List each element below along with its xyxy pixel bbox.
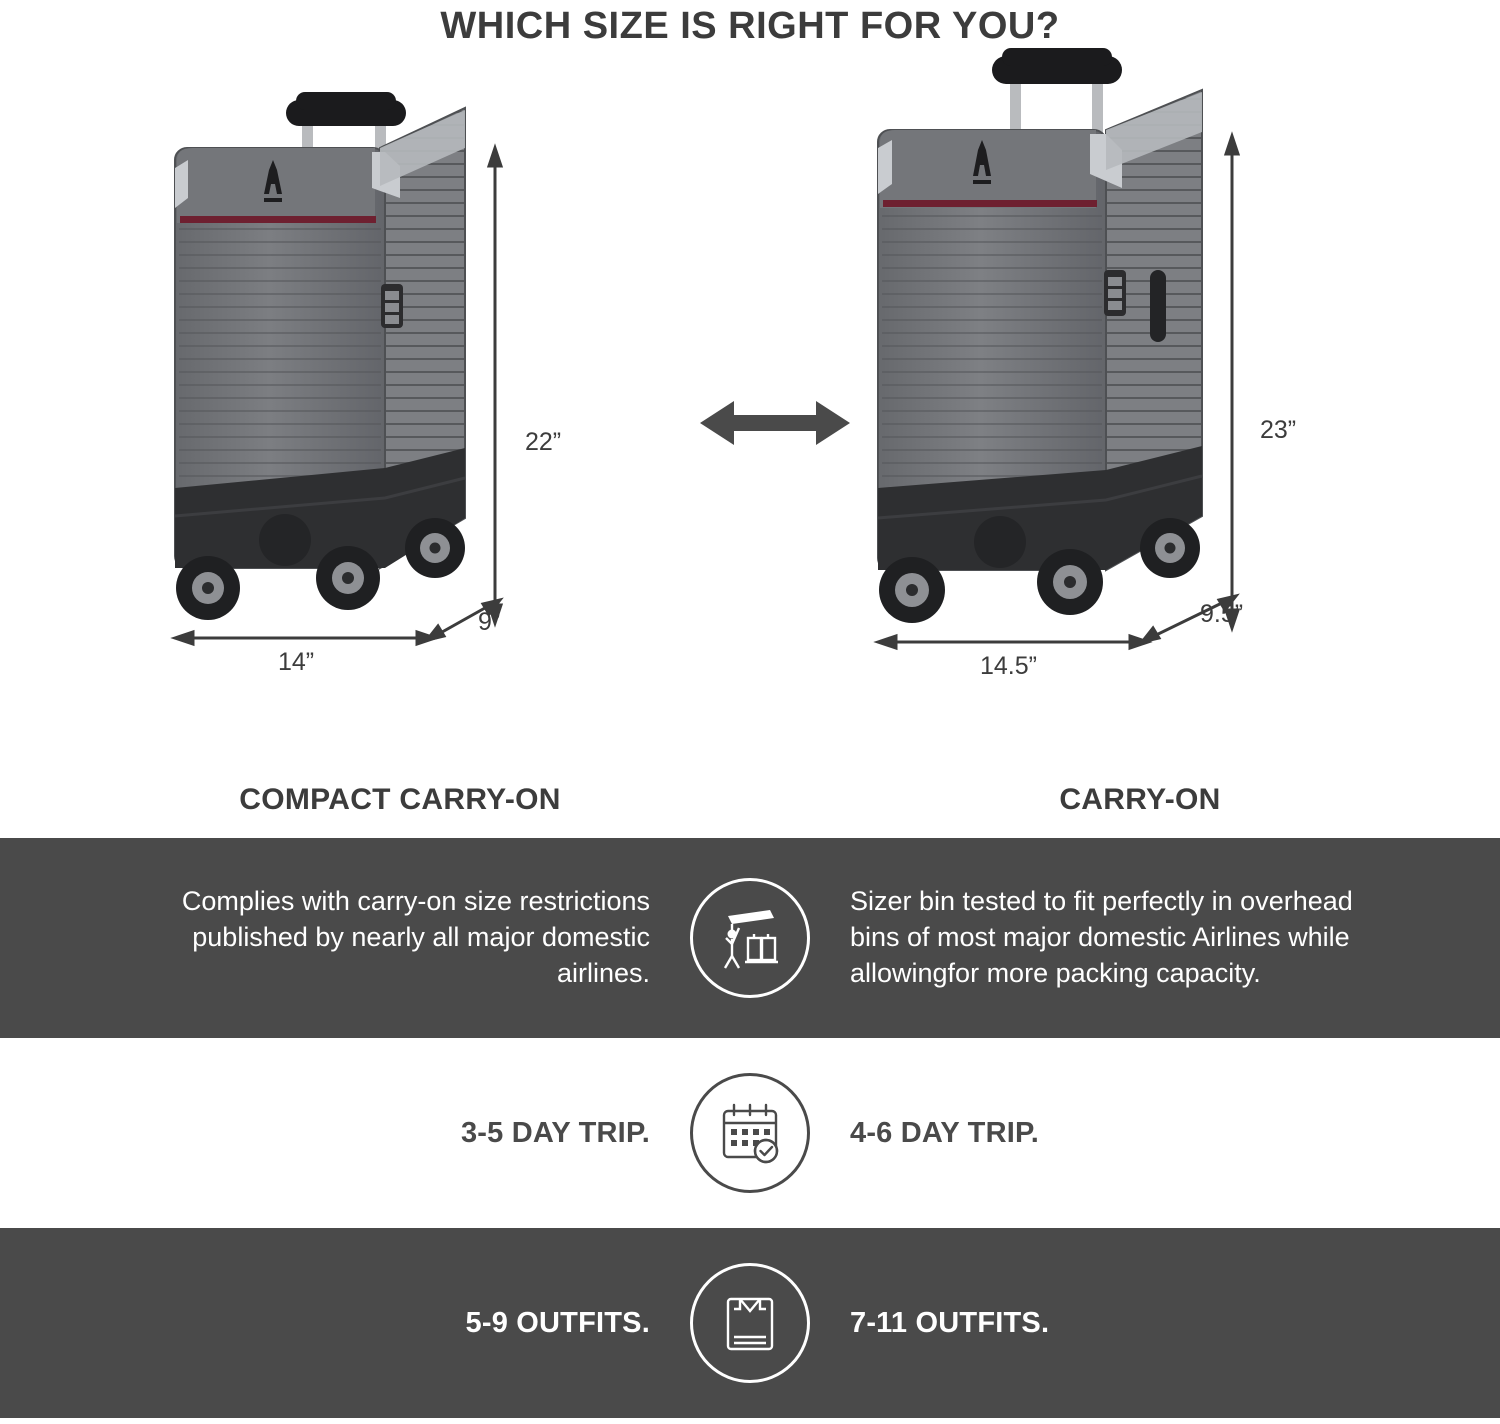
page-title: WHICH SIZE IS RIGHT FOR YOU? [440, 5, 1060, 47]
comparison-section [0, 48, 1500, 838]
band1-right-text: Sizer bin tested to fit perfectly in overhead bins of most major domestic Airlines while allowingfor more packing capacity. [850, 886, 1353, 988]
feature-band-airline-compliance [0, 838, 1500, 1038]
dimension-width-carryon: 14.5” [980, 651, 1037, 680]
feature-band-outfits [0, 1228, 1500, 1418]
folded-shirt-icon [690, 1263, 810, 1383]
dimension-depth-compact: 9” [478, 607, 501, 636]
band1-left-text: Complies with carry-on size restrictions published by nearly all major domestic airlines. [181, 886, 650, 988]
dimension-height-carryon: 23” [1260, 415, 1297, 444]
band3-left-text: 5-9 OUTFITS. [465, 1306, 650, 1339]
product-name-carryon: CARRY-ON [1059, 782, 1221, 816]
product-panel-compact [80, 48, 720, 816]
dimension-depth-carryon: 9.5” [1200, 599, 1244, 628]
feature-band-trip-length [0, 1038, 1500, 1228]
product-name-compact: COMPACT CARRY-ON [239, 782, 561, 816]
dimension-height-compact: 22” [525, 427, 562, 456]
compact-carry-on-suitcase-image [80, 48, 720, 768]
calendar-check-icon [690, 1073, 810, 1193]
product-panel-carryon [820, 48, 1460, 816]
band3-right-text: 7-11 OUTFITS. [850, 1306, 1050, 1339]
overhead-bin-sizer-icon [690, 878, 810, 998]
band2-right-text: 4-6 DAY TRIP. [850, 1116, 1040, 1149]
carry-on-suitcase-image [820, 48, 1460, 768]
dimension-width-compact: 14” [278, 647, 315, 676]
band2-left-text: 3-5 DAY TRIP. [460, 1116, 650, 1149]
